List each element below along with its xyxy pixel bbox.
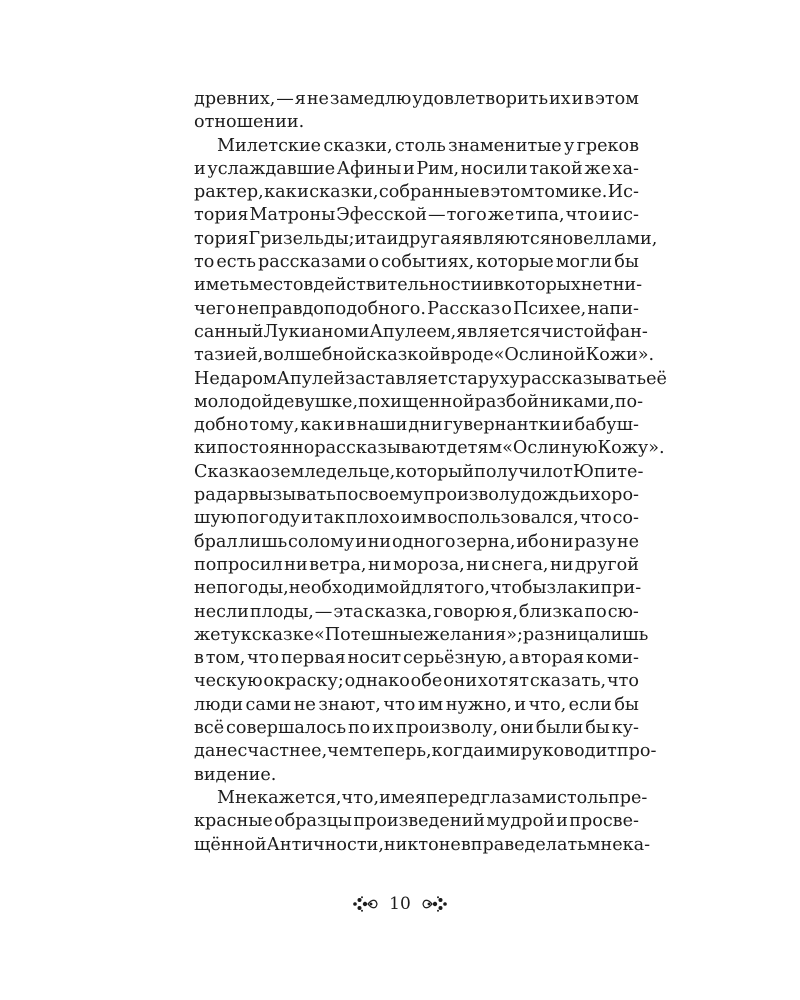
text-line: Милетские сказки, столь знаменитые у греков: [217, 135, 639, 156]
text-line: люди сами не знают, что им нужно, и что, если бы: [194, 694, 639, 715]
text-line: тория Гризельды; и та и другая являются новеллами,: [194, 228, 658, 249]
text-line: и услаждавшие Афины и Рим, носили такой же ха-: [194, 158, 639, 179]
text-line: санный Лукианом и Апулеем, является чистой фан-: [194, 321, 648, 342]
text-line: попросил ни ветра, ни мороза, ни снега, ни другой: [194, 554, 639, 575]
text-line: отношении.: [194, 112, 305, 133]
page-body: [194, 88, 667, 857]
text-line: ки постоянно рассказывают детям «Ослиную Кожу».: [194, 438, 665, 459]
text-line: Мне кажется, что, имея перед глазами столь пре-: [217, 787, 648, 808]
text-line: чего неправдоподобного. Рассказ о Психее, напи-: [194, 298, 639, 319]
text-line: Сказка о земледельце, который получил от Юпите-: [194, 461, 644, 482]
text-line: красные образцы произведений мудрой и просве-: [194, 811, 639, 832]
text-line: добно тому, как и в наши дни гувернантки и бабуш-: [194, 415, 639, 436]
text-line: то есть рассказами о событиях, которые могли бы: [194, 252, 639, 273]
text-line: иметь место в действительности и в которых нет ни-: [194, 275, 643, 296]
text-line: ра дар вызывать по своему произволу дождь и хоро-: [194, 485, 639, 506]
fleuron-right-icon: [421, 895, 449, 913]
page-footer: [0, 892, 800, 916]
page-number: 10: [389, 894, 411, 914]
text-line: непогоды, необходимой для того, чтобы злаки при-: [194, 578, 642, 599]
text-line: древних, — я не замедлю удовлетворить их и в этом: [194, 89, 639, 109]
text-line: брал лишь солому и ни одного зерна, ибо ни разу не: [194, 531, 639, 552]
text-line: всё совершалось по их произволу, они были бы ку-: [194, 718, 639, 739]
text-line: рактер, как и сказки, собранные в этом томике. Ис-: [194, 182, 639, 203]
text-line: несли плоды, — эта сказка, говорю я, близка по сю-: [194, 601, 639, 622]
text-line: Недаром Апулей заставляет старуху рассказывать её: [194, 368, 667, 389]
text-line: да несчастнее, чем теперь, когда ими руководит про-: [194, 741, 657, 762]
text-line: ческую окраску; однако обе они хотят сказать, что: [194, 671, 639, 692]
text-line: щённой Античности, никто не вправе делать мне ка-: [194, 834, 651, 855]
text-line: видение.: [194, 764, 277, 785]
fleuron-left-icon: [351, 895, 379, 913]
text-line: тазией, волшебной сказкой вроде «Ослиной Кожи».: [194, 345, 655, 366]
text-line: жету к сказке «Потешные желания»; разница лишь: [194, 624, 649, 645]
text-line: молодой девушке, похищенной разбойниками, по-: [194, 391, 644, 412]
text-line: шую погоду и так плохо им воспользовался, что со-: [194, 508, 639, 529]
text-line: в том, что первая носит серьёзную, а вторая коми-: [194, 648, 639, 669]
text-line: тория Матроны Эфесской — того же типа, что и ис-: [194, 205, 639, 226]
